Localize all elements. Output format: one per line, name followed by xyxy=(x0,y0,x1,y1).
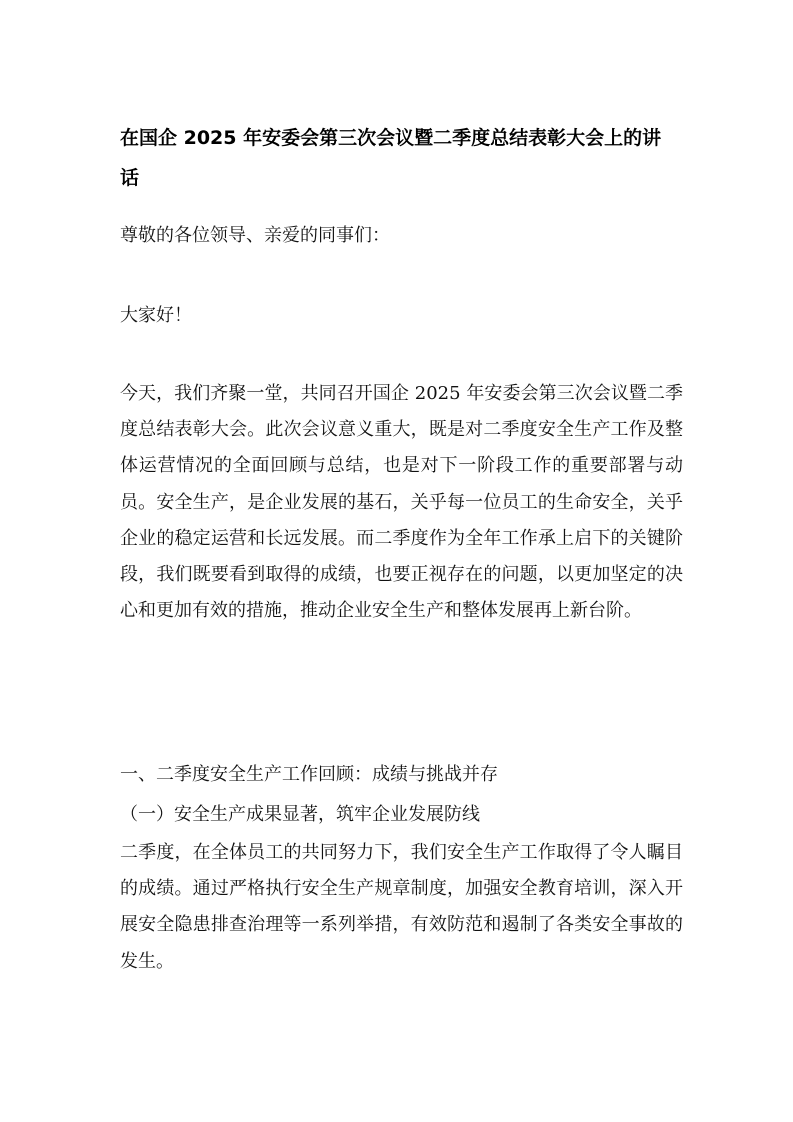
salutation: 尊敬的各位领导、亲爱的同事们： xyxy=(120,225,390,246)
document-title: 在国企 2025 年安委会第三次会议暨二季度总结表彰大会上的讲话 xyxy=(120,127,662,189)
subsection-heading: （一）安全生产成果显著，筑牢企业发展防线 xyxy=(120,804,480,825)
body-paragraph: 二季度，在全体员工的共同努力下，我们安全生产工作取得了令人瞩目的成绩。通过严格执行安全生产规章制度，加强安全教育培训，深入开展安全隐患排查治理等一系列举措，有效防范和遏制了各类安全事故的发生。 xyxy=(120,842,683,972)
section-heading: 一、二季度安全生产工作回顾：成绩与挑战并存 xyxy=(120,764,498,785)
greeting: 大家好！ xyxy=(120,305,192,326)
intro-paragraph: 今天，我们齐聚一堂，共同召开国企 2025 年安委会第三次会议暨二季度总结表彰大会。此次会议意义重大，既是对二季度安全生产工作及整体运营情况的全面回顾与总结，也是对下一阶段工作的重要部署与动员。安全生产，是企业发展的基石，关乎每一位员工的生命安全，关乎企业的稳定运营和长远发展。而二季度作为全年工作承上启下的关键阶段，我们既要看到取得的成绩，也要正视存在的问题，以更加坚定的决心和更加有效的措施，推动企业安全生产和整体发展再上新台阶。 xyxy=(120,383,683,622)
